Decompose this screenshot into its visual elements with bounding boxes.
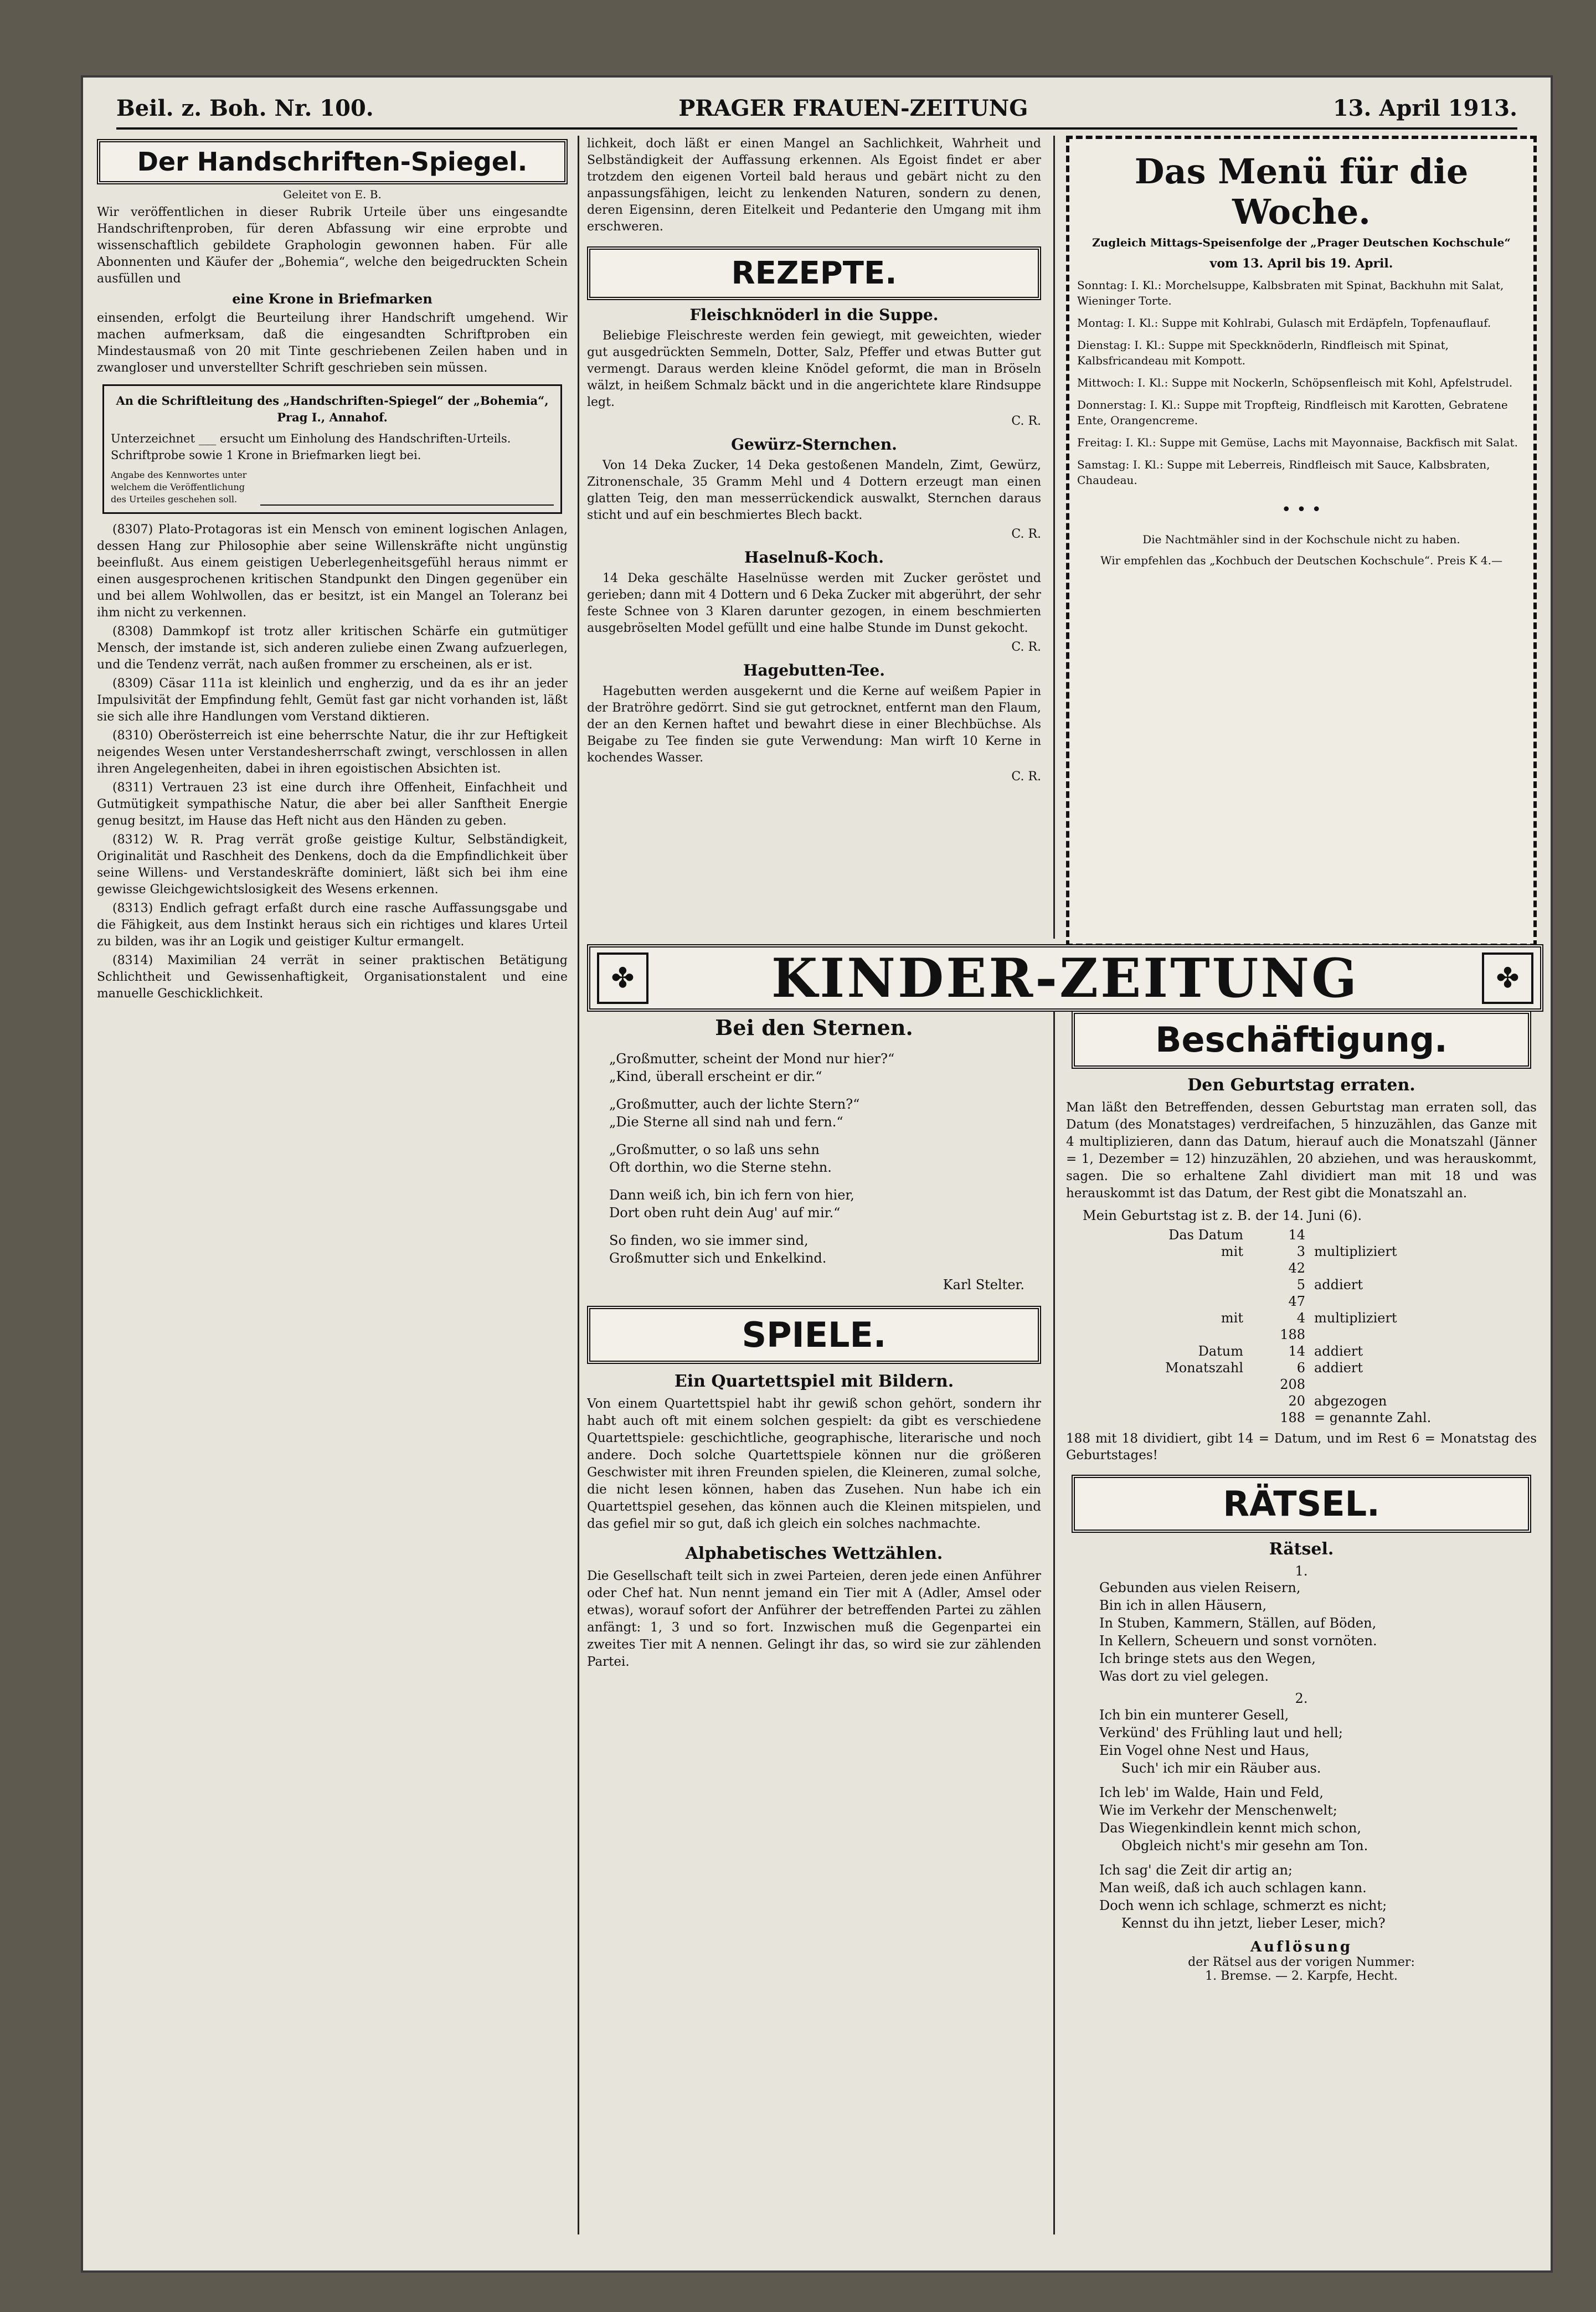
continuation-text: lichkeit, doch läßt er einen Mangel an Sachlichkeit, Wahrheit und Selbständigkeit der Auffassung erkennen. Als Egoist findet er aber trotzdem den eigenen Vorteil bald heraus und gebärt nicht zu den anpassungsfähigen, leicht zu lenkenden Naturen, sondern zu denen, deren Eigensinn, deren Eitelkeit und Pedanterie den Umgang mit ihm erschweren. bbox=[587, 137, 1041, 234]
riddle-line: Ich leb' im Walde, Hain und Feld, bbox=[1099, 1785, 1324, 1800]
coupon-heading: An die Schriftleitung des „Handschriften-Spiegel“ der „Bohemia“, Prag I., Annahof. bbox=[116, 394, 549, 424]
kinder-middle-column bbox=[587, 1011, 1041, 2234]
calc-row: 20 abgezogen bbox=[1288, 1393, 1387, 1409]
handwriting-column bbox=[97, 136, 568, 2234]
menu-footer-note: Die Nachtmähler sind in der Kochschule nicht zu haben. bbox=[1142, 533, 1460, 546]
spiele-title: SPIELE. bbox=[587, 1306, 1041, 1364]
coupon-field-line bbox=[260, 471, 554, 506]
calc-row: 47 bbox=[1288, 1294, 1305, 1309]
riddle-line: In Stuben, Kammern, Ställen, auf Böden, bbox=[1099, 1615, 1377, 1631]
entry-8311: (8311) Vertrauen 23 ist eine durch ihre Offenheit, Einfachheit und Gutmütigkeit sympathische Natur, die aber bei aller Sanftheit Energie genug besitzt, im Hause das Heft nicht aus den Händen zu geben. bbox=[97, 781, 568, 828]
coupon bbox=[102, 384, 562, 514]
wettzaehlen-text: Die Gesellschaft teilt sich in zwei Parteien, deren jede einen Anführer oder Chef hat. Nun nennt jemand ein Tier mit A (Adler, Amsel oder etwas), worauf sofort der Anführer der betreffenden Partei zu zählen anfängt: 1, 3 und so fort. Inzwischen muß die Gegenpartei ein zweites Tier mit A nennen. Gelingt ihr das, so wird sie zur zählenden Partei. bbox=[587, 1569, 1041, 1669]
menu-day: Mittwoch: I. Kl.: Suppe mit Nockerln, Schöpsenfleisch mit Kohl, Apfelstrudel. bbox=[1077, 376, 1513, 389]
poem-line: So finden, wo sie immer sind, bbox=[609, 1233, 809, 1248]
riddle-line: Ein Vogel ohne Nest und Haus, bbox=[1099, 1743, 1310, 1758]
calc-row: Monatszahl 6 addiert bbox=[1165, 1360, 1363, 1376]
page-header bbox=[116, 89, 1517, 130]
recipe-list bbox=[587, 307, 1041, 785]
menu-subtitle: Zugleich Mittags-Speisenfolge der „Prager Deutschen Kochschule“ bbox=[1092, 236, 1511, 249]
header-date: 13. April 1913. bbox=[1332, 95, 1517, 121]
beschaeftigung-title: Beschäftigung. bbox=[1072, 1011, 1531, 1069]
riddle-line: Ich bin ein munterer Gesell, bbox=[1099, 1707, 1289, 1723]
menu-day: Samstag: I. Kl.: Suppe mit Leberreis, Rindfleisch mit Sauce, Kalbsbraten, Chaudeau. bbox=[1077, 458, 1490, 487]
entry-8310: (8310) Oberösterreich ist eine beherrschte Natur, die ihr zur Heftigkeit neigendes Wesen unter Verstandesherrschaft zwingt, verschlossen in allen ihren Angelegenheiten, dabei in ihren egoistischen Absichten ist. bbox=[97, 729, 568, 776]
riddle-line: Man weiß, daß ich auch schlagen kann. bbox=[1099, 1880, 1367, 1896]
menu-footer-ad: Wir empfehlen das „Kochbuch der Deutschen Kochschule“. Preis K 4.— bbox=[1100, 554, 1502, 567]
handwriting-title: Der Handschriften-Spiegel. bbox=[97, 139, 568, 184]
poem-author: Karl Stelter. bbox=[943, 1277, 1024, 1293]
recipe-title: Gewürz-Sternchen. bbox=[731, 435, 897, 454]
recipe-signature: C. R. bbox=[1011, 414, 1041, 428]
riddle-line: Ich sag' die Zeit dir artig an; bbox=[1099, 1862, 1293, 1878]
newspaper-page bbox=[83, 78, 1551, 2270]
poem-line: „Großmutter, o so laß uns sehn bbox=[609, 1142, 820, 1157]
calc-row: Das Datum 14 bbox=[1168, 1227, 1305, 1243]
poem-line: Dort oben ruht dein Aug' auf mir.“ bbox=[609, 1205, 841, 1221]
handwriting-intro: Wir veröffentlichen in dieser Rubrik Urteile über uns eingesandte Handschriftenproben, für deren Abfassung wir eine erprobte und wissenschaftlich gebildete Graphologin gewonnen haben. Für alle Abonnenten und Käufer der „Bohemia“, welche den beigedruckten Schein ausfüllen und bbox=[97, 205, 568, 286]
crown-note: eine Krone in Briefmarken bbox=[232, 291, 433, 307]
poem-line: „Kind, überall erscheint er dir.“ bbox=[609, 1069, 822, 1084]
menu-dates: vom 13. April bis 19. April. bbox=[1209, 256, 1393, 271]
clover-ornament-icon: ✤ bbox=[1482, 952, 1533, 1004]
entry-8313: (8313) Endlich gefragt erfaßt durch eine rasche Auffassungsgabe und die Fähigkeit, aus dem Instinkt heraus sich ein richtiges und klares Urteil zu bilden, was ihr an Logik und geistiger Kultur ermangelt. bbox=[97, 902, 568, 949]
handwriting-subtitle: Geleitet von E. B. bbox=[283, 188, 382, 201]
header-issue: Beil. z. Boh. Nr. 100. bbox=[116, 95, 374, 121]
raetsel-1-number: 1. bbox=[1295, 1563, 1308, 1579]
recipe-title: Fleischknöderl in die Suppe. bbox=[689, 306, 939, 324]
coupon-body: Unterzeichnet ___ ersucht um Einholung des Handschriften-Urteils. Schriftprobe sowie 1 Krone in Briefmarken liegt bei. bbox=[111, 432, 511, 462]
riddle-line: Gebunden aus vielen Reisern, bbox=[1099, 1580, 1301, 1595]
recipes-column bbox=[587, 136, 1041, 944]
entry-8309: (8309) Cäsar 111a ist kleinlich und engherzig, und da es ihr an jeder Impulsivität der Empfindung fehlt, Gemüt fast gar nicht vorhanden ist, läßt sie sich alle ihre Handlungen vom Verstand diktieren. bbox=[97, 677, 568, 724]
coupon-field-label: Angabe des Kennwortes unter welchem die Veröffentlichung des Urteiles geschehen soll. bbox=[111, 470, 247, 504]
recipe-text: Beliebige Fleischreste werden fein gewiegt, mit geweichten, wieder gut ausgedrückten Semmeln, Dotter, Salz, Pfeffer und etwas Butter gut vermengt. Daraus werden kleine Knödel geformt, die man in Bröseln wälzt, in heißem Schmalz bäckt und in die angerichtete klare Rindsuppe legt. bbox=[587, 329, 1041, 409]
entry-8307: (8307) Plato-Protagoras ist ein Mensch von eminent logischen Anlagen, dessen Hang zur Philosophie aber seine Willenskräfte nicht ungünstig beeinflußt. Aus einem geistigen Ueberlegenheitsgefühl heraus nimmt er einen ausgesprochenen kritischen Standpunkt den Dingen gegenüber ein und bei allem Wohlwollen, das er besitzt, ist ein Mangel an Toleranz bei ihm nicht zu verkennen. bbox=[97, 523, 568, 620]
kinder-zeitung-title: KINDER-ZEITUNG bbox=[771, 946, 1360, 1010]
column-rule-left bbox=[578, 136, 579, 2234]
riddle-line: Das Wiegenkindlein kennt mich schon, bbox=[1099, 1820, 1361, 1836]
riddle-line: Bin ich in allen Häusern, bbox=[1099, 1598, 1267, 1613]
recipe-signature: C. R. bbox=[1011, 527, 1041, 541]
geburtstag-title: Den Geburtstag erraten. bbox=[1187, 1075, 1415, 1095]
header-masthead: PRAGER FRAUEN-ZEITUNG bbox=[678, 95, 1028, 121]
raetsel-1 bbox=[1099, 1579, 1537, 1685]
calc-row: 188 = genannte Zahl. bbox=[1280, 1410, 1432, 1425]
quartett-title: Ein Quartettspiel mit Bildern. bbox=[674, 1372, 954, 1391]
quartett-text: Von einem Quartettspiel habt ihr gewiß schon gehört, sondern ihr habt auch oft mit einem solchen gespielt: da gibt es verschiedene Quartettspiele: geschichtliche, geographische, literarische und noch andere. Doch solche Quartettspiele können nur die größeren Geschwister mit ihren Freunden spielen, die Kleineren, zumal solche, die nicht lesen können, haben das Zusehen. Nun habe ich ein Quartettspiel gesehen, das können auch die Kleinen mitspielen, und das gefiel mir so gut, daß ich gleich ein solches nachmachte. bbox=[587, 1397, 1041, 1531]
poem bbox=[587, 1050, 1041, 1267]
poem-line: „Großmutter, auch der lichte Stern?“ bbox=[609, 1096, 860, 1112]
recipe-title: Hagebutten-Tee. bbox=[743, 661, 885, 679]
calc-row: mit 3 multipliziert bbox=[1221, 1244, 1397, 1259]
calc-row: 42 bbox=[1288, 1260, 1305, 1276]
recipes-title: REZEPTE. bbox=[587, 246, 1041, 300]
menu-day: Montag: I. Kl.: Suppe mit Kohlrabi, Gulasch mit Erdäpfeln, Topfenauflauf. bbox=[1077, 316, 1491, 329]
riddle-line: Doch wenn ich schlage, schmerzt es nicht; bbox=[1099, 1898, 1387, 1913]
recipe-text: Hagebutten werden ausgekernt und die Kerne auf weißem Papier in der Bratröhre gedörrt. Sind sie gut getrocknet, entfernt man den Flaum, der an den Kernen haftet und bewahrt diese in einer Blechbüchse. Als Beigabe zu Tee finden sie gute Verwendung: Man wirft 10 Kerne in kochendes Wasser. bbox=[587, 684, 1041, 765]
calc-row: 208 bbox=[1280, 1377, 1305, 1392]
poem-line: „Die Sterne all sind nah und fern.“ bbox=[609, 1114, 843, 1130]
riddle-line: In Kellern, Scheuern und sonst vornöten. bbox=[1099, 1633, 1377, 1649]
calc-row: 5 addiert bbox=[1296, 1277, 1363, 1293]
raetsel-subtitle: Rätsel. bbox=[1269, 1539, 1334, 1559]
menu-day: Sonntag: I. Kl.: Morchelsuppe, Kalbsbraten mit Spinat, Backhuhn mit Salat, Wieninger Torte. bbox=[1077, 279, 1504, 307]
entry-8312: (8312) W. R. Prag verrät große geistige Kultur, Selbständigkeit, Originalität und Raschheit des Denkens, doch da die Empfindlichkeit über seine Willens- und Verstandeskräfte dominiert, läßt sich bei ihm eine gewisse Gleichgewichtslosigkeit des Wesens erkennen. bbox=[97, 833, 568, 897]
menu-box bbox=[1066, 136, 1537, 944]
poem-line: Großmutter sich und Enkelkind. bbox=[609, 1250, 827, 1266]
riddle-line: Ich bringe stets aus den Wegen, bbox=[1099, 1651, 1316, 1666]
raetsel-title: RÄTSEL. bbox=[1072, 1475, 1531, 1533]
calc-result: 188 mit 18 dividiert, gibt 14 = Datum, und im Rest 6 = Monatstag des Geburtstages! bbox=[1066, 1432, 1537, 1463]
entry-8314: (8314) Maximilian 24 verrät in seiner praktischen Betätigung Schlichtheit und Gewissenhaftigkeit, Organisationstalent und eine manuelle Geschicklichkeit. bbox=[97, 954, 568, 1001]
kinder-zeitung-banner bbox=[587, 944, 1543, 1012]
poem-line: Dann weiß ich, bin ich fern von hier, bbox=[609, 1187, 854, 1203]
riddle-line: Kennst du ihn jetzt, lieber Leser, mich? bbox=[1121, 1915, 1386, 1931]
raetsel-2 bbox=[1099, 1706, 1537, 1932]
kinder-right-column bbox=[1066, 1011, 1537, 2234]
recipe-text: 14 Deka geschälte Haselnüsse werden mit Zucker geröstet und gerieben; dann mit 4 Dottern und 6 Deka Zucker mit abgerührt, der sehr feste Schnee von 3 Klaren darunter gezogen, in einem beschmierten ausgebröselten Model gefüllt und eine halbe Stunde im Dunst gekocht. bbox=[587, 571, 1041, 635]
solution-subtitle: der Rätsel aus der vorigen Nummer: bbox=[1188, 1955, 1415, 1969]
recipe-text: Von 14 Deka Zucker, 14 Deka gestoßenen Mandeln, Zimt, Gewürz, Zitronenschale, 35 Gramm Mehl und 4 Dottern erzeugt man einen glatten Teig, den man messerrückendick auswalkt, Sternchen daraus sticht und auf ein beschmiertes Blech backt. bbox=[587, 459, 1041, 522]
solution-text: 1. Bremse. — 2. Karpfe, Hecht. bbox=[1205, 1969, 1398, 1983]
calc-row: Datum 14 addiert bbox=[1198, 1343, 1363, 1359]
menu-ornament: • • • bbox=[1281, 500, 1322, 519]
wettzaehlen-title: Alphabetisches Wettzählen. bbox=[685, 1544, 943, 1563]
entry-8308: (8308) Dammkopf ist trotz aller kritischen Schärfe ein gutmütiger Mensch, der imstande ist, sich anderen zuliebe einen Zwang aufzuerlegen, und die Tendenz verrät, nach außen frommer zu erscheinen, als er ist. bbox=[97, 625, 568, 672]
handwriting-intro-2: einsenden, erfolgt die Beurteilung ihrer Handschrift umgehend. Wir machen aufmerksam, daß die eingesandten Schriftproben ein Mindestausmaß von 20 mit Tinte geschriebenen Zeilen haben und in zwangloser und unverstellter Schrift geschrieben sein müssen. bbox=[97, 311, 568, 375]
calc-row: mit 4 multipliziert bbox=[1221, 1310, 1397, 1326]
poem-line: „Großmutter, scheint der Mond nur hier?“ bbox=[609, 1051, 895, 1067]
poem-title: Bei den Sternen. bbox=[715, 1015, 913, 1040]
recipe-signature: C. R. bbox=[1011, 640, 1041, 654]
riddle-line: Was dort zu viel gelegen. bbox=[1099, 1669, 1269, 1684]
menu-day: Freitag: I. Kl.: Suppe mit Gemüse, Lachs mit Mayonnaise, Backfisch mit Salat. bbox=[1077, 436, 1518, 449]
menu-days bbox=[1077, 277, 1526, 488]
clover-ornament-icon: ✤ bbox=[597, 952, 648, 1004]
recipe-signature: C. R. bbox=[1011, 770, 1041, 784]
riddle-line: Such' ich mir ein Räuber aus. bbox=[1121, 1760, 1321, 1776]
example-intro: Mein Geburtstag ist z. B. der 14. Juni (6). bbox=[1083, 1208, 1362, 1223]
column-rule-right bbox=[1053, 136, 1055, 939]
recipe-title: Haselnuß-Koch. bbox=[744, 548, 884, 567]
menu-title: Das Menü für die Woche. bbox=[1134, 151, 1469, 232]
riddle-line: Wie im Verkehr der Menschenwelt; bbox=[1099, 1803, 1337, 1818]
poem-line: Oft dorthin, wo die Sterne stehn. bbox=[609, 1160, 832, 1175]
handwriting-entries bbox=[97, 522, 568, 1002]
menu-day: Donnerstag: I. Kl.: Suppe mit Tropfteig, Rindfleisch mit Karotten, Gebratene Ente, Orangencreme. bbox=[1077, 398, 1508, 427]
calc-row: 188 bbox=[1280, 1327, 1305, 1342]
solution-title: Auflösung bbox=[1250, 1939, 1353, 1955]
riddle-line: Obgleich nicht's mir gesehn am Ton. bbox=[1121, 1838, 1368, 1853]
riddle-line: Verkünd' des Frühling laut und hell; bbox=[1099, 1725, 1343, 1741]
geburtstag-text: Man läßt den Betreffenden, dessen Geburtstag man erraten soll, das Datum (des Monatstages) verdreifachen, 5 hinzuzählen, das Ganze mit 4 multiplizieren, dann das Datum, hierauf auch die Monatszahl (Jänner = 1, Dezember = 12) hinzuzählen, 20 abziehen, und was herauskommt, sagen. Die so erhaltene Zahl dividiert man mit 18 und was herauskommt ist das Datum, der Rest gibt die Monatszahl an. bbox=[1066, 1100, 1537, 1201]
raetsel-2-number: 2. bbox=[1295, 1691, 1308, 1706]
menu-column bbox=[1066, 136, 1537, 944]
calculation-table bbox=[1066, 1227, 1537, 1426]
column-rule-lower bbox=[1053, 1011, 1055, 2234]
menu-day: Dienstag: I. Kl.: Suppe mit Speckknöderln, Rindfleisch mit Spinat, Kalbsfricandeau mit Kompott. bbox=[1077, 338, 1449, 367]
